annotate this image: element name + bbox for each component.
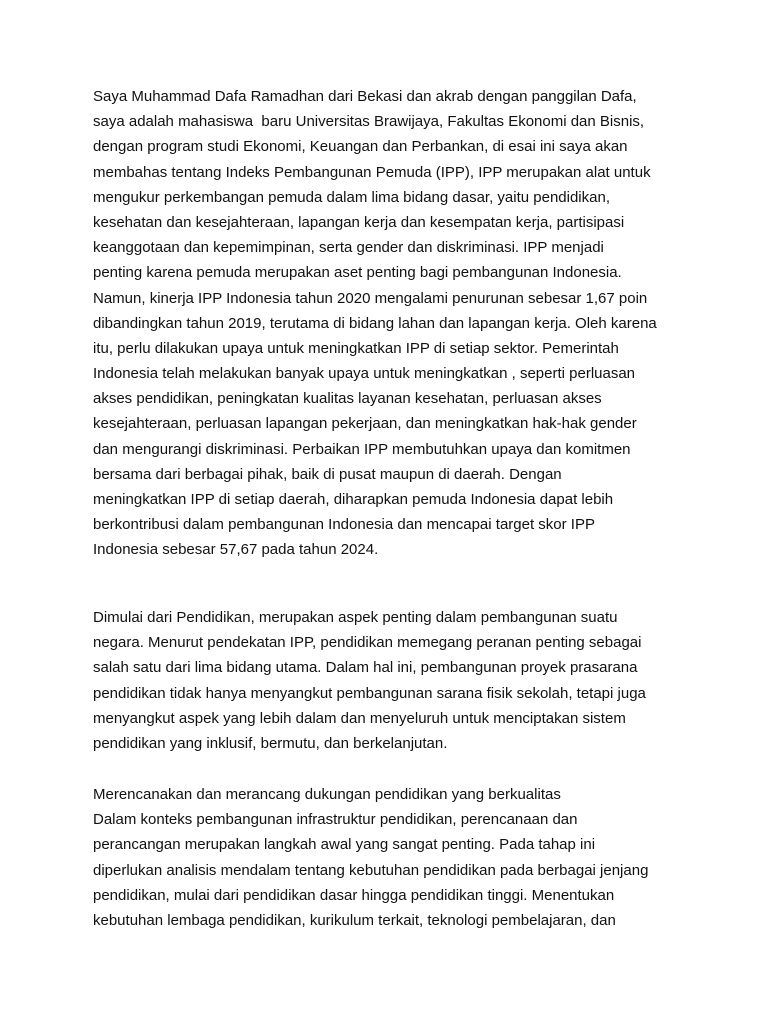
- text-line: menyangkut aspek yang lebih dalam dan menyeluruh untuk menciptakan sistem: [93, 709, 626, 727]
- text-line: pendidikan, mulai dari pendidikan dasar hingga pendidikan tinggi. Menentukan: [93, 886, 615, 904]
- text-line: kebutuhan lembaga pendidikan, kurikulum terkait, teknologi pembelajaran, dan: [93, 911, 616, 929]
- text-line: keanggotaan dan kepemimpinan, serta gender dan diskriminasi. IPP menjadi: [93, 239, 604, 257]
- text-line: kesehatan dan kesejahteraan, lapangan kerja dan kesempatan kerja, partisipasi: [93, 213, 625, 231]
- paragraph-education: [93, 605, 646, 756]
- text-line: Namun, kinerja IPP Indonesia tahun 2020 mengalami penurunan sebesar 1,67 poin: [93, 289, 648, 307]
- paragraph-introduction: [93, 84, 657, 563]
- text-line: negara. Menurut pendekatan IPP, pendidikan memegang peranan penting sebagai: [93, 634, 642, 652]
- text-line: perancangan merupakan langkah awal yang sangat penting. Pada tahap ini: [93, 836, 596, 854]
- text-line: Dimulai dari Pendidikan, merupakan aspek penting dalam pembangunan suatu: [93, 609, 618, 626]
- paragraph-planning: [93, 782, 648, 933]
- text-line: pendidikan tidak hanya menyangkut pembangunan sarana fisik sekolah, tetapi juga: [93, 684, 646, 702]
- text-line: bersama dari berbagai pihak, baik di pusat maupun di daerah. Dengan: [93, 465, 562, 483]
- text-line: kesejahteraan, perluasan lapangan pekerjaan, dan meningkatkan hak-hak gender: [93, 415, 637, 433]
- text-line: dengan program studi Ekonomi, Keuangan dan Perbankan, di esai ini saya akan: [93, 138, 628, 156]
- text-line: itu, perlu dilakukan upaya untuk meningkatkan IPP di setiap sektor. Pemerintah: [93, 339, 619, 357]
- text-line: Saya Muhammad Dafa Ramadhan dari Bekasi dan akrab dengan panggilan Dafa,: [93, 88, 637, 105]
- text-line: pendidikan yang inklusif, bermutu, dan berkelanjutan.: [93, 734, 448, 752]
- text-line: Dalam konteks pembangunan infrastruktur pendidikan, perencanaan dan: [93, 811, 578, 829]
- text-line: mengukur perkembangan pemuda dalam lima bidang dasar, yaitu pendidikan,: [93, 188, 610, 206]
- text-line: Indonesia telah melakukan banyak upaya untuk meningkatkan , seperti perluasan: [93, 365, 636, 383]
- text-line: saya adalah mahasiswa baru Universitas Brawijaya, Fakultas Ekonomi dan Bisnis,: [93, 113, 645, 131]
- text-line: berkontribusi dalam pembangunan Indonesia dan mencapai target skor IPP: [93, 516, 595, 534]
- text-line: penting karena pemuda merupakan aset penting bagi pembangunan Indonesia.: [93, 264, 622, 282]
- text-line: diperlukan analisis mendalam tentang kebutuhan pendidikan pada berbagai jenjang: [93, 861, 649, 879]
- text-line: meningkatkan IPP di setiap daerah, diharapkan pemuda Indonesia dapat lebih: [93, 491, 614, 508]
- text-line: dibandingkan tahun 2019, terutama di bidang lahan dan lapangan kerja. Oleh karena: [93, 314, 657, 332]
- text-line: dan mengurangi diskriminasi. Perbaikan IPP membutuhkan upaya dan komitmen: [93, 440, 631, 458]
- section-heading-line: Merencanakan dan merancang dukungan pendidikan yang berkualitas: [93, 786, 561, 803]
- text-line: salah satu dari lima bidang utama. Dalam hal ini, pembangunan proyek prasarana: [93, 659, 638, 677]
- text-line: Indonesia sebesar 57,67 pada tahun 2024.: [93, 541, 379, 559]
- text-line: membahas tentang Indeks Pembangunan Pemuda (IPP), IPP merupakan alat untuk: [93, 163, 651, 181]
- text-line: akses pendidikan, peningkatan kualitas layanan kesehatan, perluasan akses: [93, 390, 602, 408]
